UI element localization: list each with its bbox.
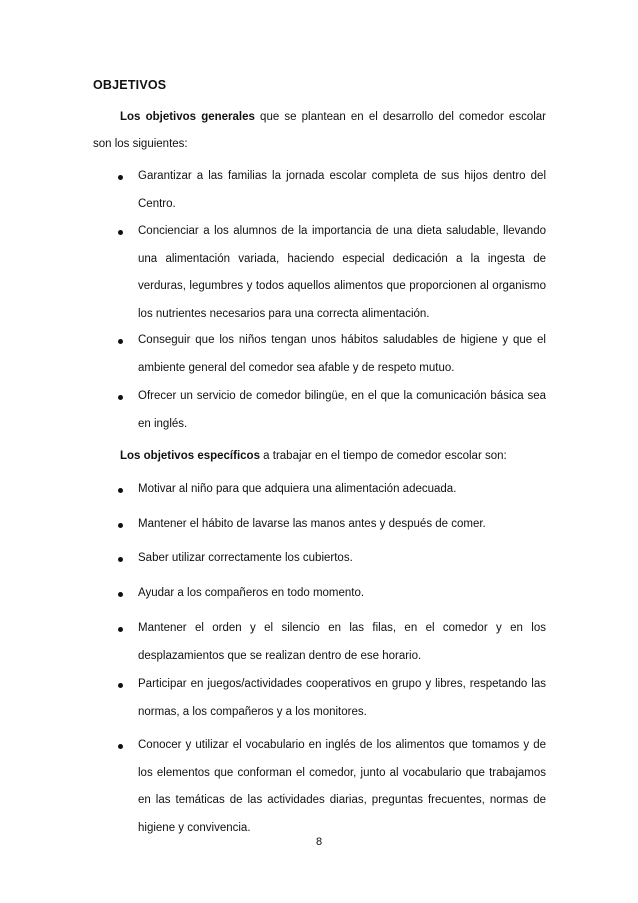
- general-objectives-lead: Los objetivos generales: [120, 111, 255, 123]
- list-item-text: Motivar al niño para que adquiera una alimentación adecuada.: [138, 483, 457, 495]
- list-item: [120, 476, 546, 504]
- list-item-text: Conseguir que los niños tengan unos hábitos saludables de higiene y que el ambiente general del comedor sea afable y de respeto mutuo.: [138, 334, 546, 374]
- list-item-text: Saber utilizar correctamente los cubiertos.: [138, 552, 353, 564]
- list-item: [120, 383, 546, 438]
- list-item: [120, 163, 546, 218]
- specific-objectives-lead: Los objetivos específicos: [120, 450, 260, 462]
- list-item: [120, 732, 546, 842]
- bullet-icon: [118, 557, 123, 562]
- list-item-text: Garantizar a las familias la jornada escolar completa de sus hijos dentro del Centro.: [138, 170, 546, 210]
- list-item-text: Participar en juegos/actividades cooperativos en grupo y libres, respetando las normas, a los compañeros y a los monitores.: [138, 678, 546, 718]
- bullet-icon: [118, 683, 123, 688]
- bullet-icon: [118, 627, 123, 632]
- list-item: [120, 580, 546, 608]
- bullet-icon: [118, 592, 123, 597]
- list-item-text: Concienciar a los alumnos de la importancia de una dieta saludable, llevando una alimentación variada, haciendo especial dedicación a la ingesta de verduras, legumbres y todos aquellos alimentos que proporcionen al organismo los nutrientes necesarios para una correcta alimentación.: [138, 225, 546, 320]
- bullet-icon: [118, 744, 123, 749]
- bullet-icon: [118, 488, 123, 493]
- bullet-icon: [118, 339, 123, 344]
- bullet-icon: [118, 175, 123, 180]
- list-item-text: Conocer y utilizar el vocabulario en inglés de los alimentos que tomamos y de los elementos que conforman el comedor, junto al vocabulario que trabajamos en las temáticas de las actividades diarias, preguntas frecuentes, normas de higiene y convivencia.: [138, 739, 546, 834]
- general-objectives-intro: [93, 104, 546, 158]
- list-item-text: Mantener el orden y el silencio en las filas, en el comedor y en los desplazamientos que se realizan dentro de ese horario.: [138, 622, 546, 662]
- list-item-text: Ayudar a los compañeros en todo momento.: [138, 587, 365, 599]
- general-objectives-text: que se plantean en el desarrollo del comedor escolar son los siguientes:: [93, 111, 546, 150]
- section-heading: OBJETIVOS: [93, 78, 167, 92]
- list-item: [120, 615, 546, 670]
- specific-objectives-intro: [93, 443, 546, 470]
- list-item: [120, 218, 546, 328]
- bullet-icon: [118, 523, 123, 528]
- list-item-text: Ofrecer un servicio de comedor bilingüe, en el que la comunicación básica sea en inglés.: [138, 390, 546, 430]
- list-item: [120, 327, 546, 382]
- list-item-text: Mantener el hábito de lavarse las manos antes y después de comer.: [138, 518, 486, 530]
- list-item: [120, 671, 546, 726]
- specific-objectives-text: a trabajar en el tiempo de comedor escolar son:: [259, 450, 507, 462]
- bullet-icon: [118, 395, 123, 400]
- list-item: [120, 511, 546, 539]
- bullet-icon: [118, 230, 123, 235]
- list-item: [120, 545, 546, 573]
- page-number: 8: [315, 836, 323, 848]
